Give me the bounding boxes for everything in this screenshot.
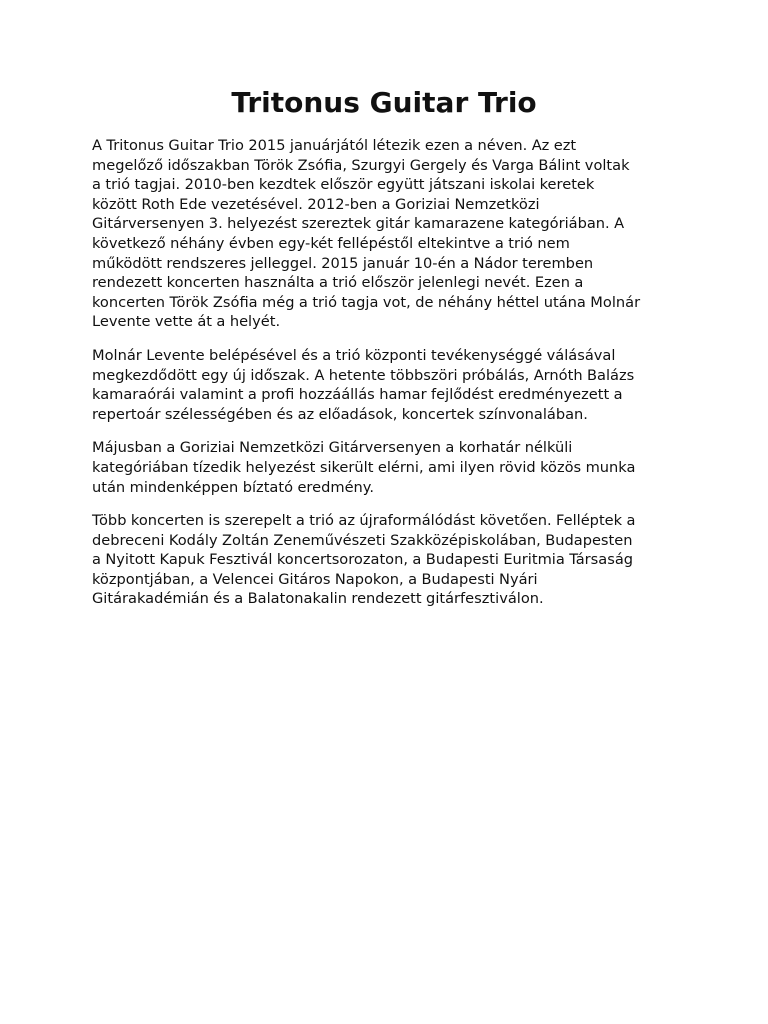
document-title: Tritonus Guitar Trio [231, 86, 537, 119]
text-line: következő néhány évben egy-két fellépéstől eltekintve a trió nem [92, 234, 570, 252]
text-line: kategóriában tízedik helyezést sikerült elérni, ami ilyen rövid közös munka [92, 458, 636, 476]
text-line: A Tritonus Guitar Trio 2015 januárjától létezik ezen a néven. Az ezt [92, 137, 577, 154]
text-line: megelőző időszakban Török Zsófia, Szurgyi Gergely és Varga Bálint voltak [92, 156, 630, 174]
text-line: a trió tagjai. 2010-ben kezdtek először együtt játszani iskolai keretek [92, 176, 595, 194]
text-line: Levente vette át a helyét. [92, 313, 281, 331]
text-line: rendezett koncerten használta a trió először jelenlegi nevét. Ezen a [92, 274, 584, 292]
paragraph-concerts [92, 511, 678, 609]
text-line: Gitárversenyen 3. helyezést szereztek gitár kamarazene kategóriában. A [92, 215, 625, 233]
document-body [92, 136, 678, 623]
text-line: megkezdődött egy új időszak. A hetente többszöri próbálás, Arnóth Balázs [92, 366, 635, 384]
text-line: Májusban a Goriziai Nemzetközi Gitárversenyen a korhatár nélküli [92, 439, 573, 457]
text-line: a Nyitott Kapuk Fesztivál koncertsorozaton, a Budapesti Euritmia Társaság [92, 551, 634, 569]
text-line: repertoár szélességében és az előadások, koncertek színvonalában. [92, 405, 588, 423]
text-line: után mindenképpen bíztató eredmény. [92, 478, 374, 496]
paragraph-history [92, 136, 678, 332]
paragraph-new-period [92, 346, 678, 424]
text-line: koncerten Török Zsófia még a trió tagja vot, de néhány héttel utána Molnár [92, 293, 641, 311]
text-line: Több koncerten is szerepelt a trió az újraformálódást követően. Felléptek a [92, 512, 636, 530]
text-line: működött rendszeres jelleggel. 2015 január 10-én a Nádor teremben [92, 254, 594, 272]
text-line: Gitárakadémián és a Balatonakalin rendezett gitárfesztiválon. [92, 590, 544, 608]
text-line: között Roth Ede vezetésével. 2012-ben a Goriziai Nemzetközi [92, 195, 540, 213]
text-line: kamaraórái valamint a profi hozzáállás hamar fejlődést eredményezett a [92, 386, 623, 404]
text-line: debreceni Kodály Zoltán Zeneművészeti Szakközépiskolában, Budapesten [92, 531, 633, 549]
text-line: központjában, a Velencei Gitáros Napokon, a Budapesti Nyári [92, 570, 538, 588]
text-line: Molnár Levente belépésével és a trió központi tevékenységgé válásával [92, 346, 616, 364]
paragraph-competition [92, 438, 678, 497]
